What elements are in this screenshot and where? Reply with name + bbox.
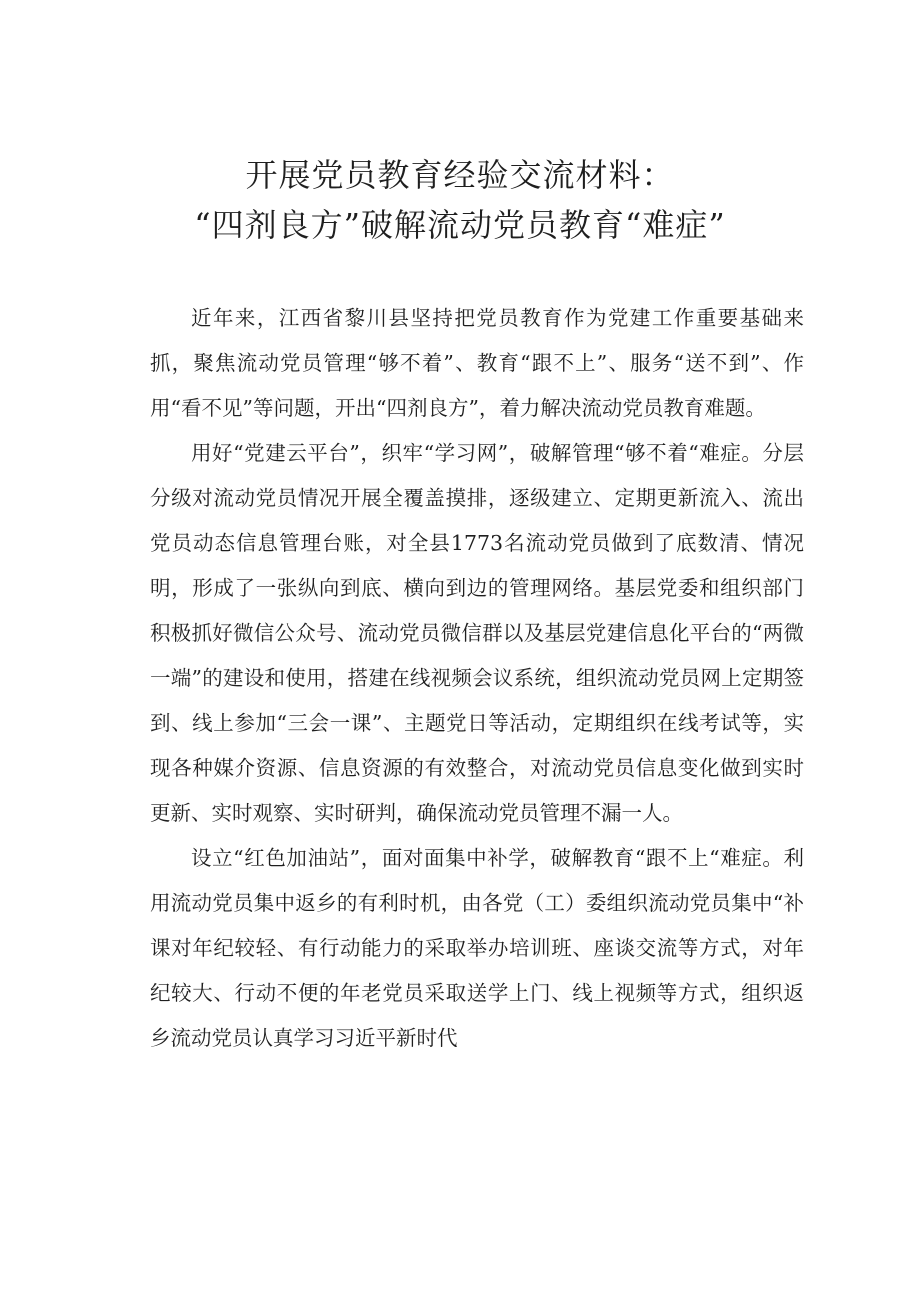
document-title <box>0 150 920 250</box>
paragraph-cloud-platform: 用好“党建云平台”，织牢“学习网”，破解管理“够不着“难症。分层分级对流动党员情况开展全覆盖摸排，逐级建立、定期更新流入、流出党员动态信息管理台账，对全县1773名流动党员做到了底数清、情况明，形成了一张纵向到底、横向到边的管理网络。基层党委和组织部门积极抓好微信公众号、流动党员微信群以及基层党建信息化平台的“两微一端”的建设和使用，搭建在线视频会议系统，组织流动党员网上定期签到、线上参加“三会一课”、主题党日等活动，定期组织在线考试等，实现各种媒介资源、信息资源的有效整合，对流动党员信息变化做到实时更新、实时观察、实时研判，确保流动党员管理不漏一人。 <box>150 441 804 825</box>
paragraph-red-station: 设立“红色加油站”，面对面集中补学，破解教育“跟不上“难症。利用流动党员集中返乡的有利时机，由各党（工）委组织流动党员集中“补课对年纪较轻、有行动能力的采取举办培训班、座谈交流等方式，对年纪较大、行动不便的年老党员采取送学上门、线上视频等方式，组织返乡流动党员认真学习习近平新时代 <box>150 846 804 1050</box>
document-body <box>150 296 804 1061</box>
paragraph-intro: 近年来，江西省黎川县坚持把党员教育作为党建工作重要基础来抓，聚焦流动党员管理“够不着”、教育“跟不上”、服务“送不到”、作用“看不见”等问题，开出“四剂良方”，着力解决流动党员教育难题。 <box>150 306 804 420</box>
title-line-2: “四剂良方”破解流动党员教育“难症” <box>194 206 726 244</box>
title-line-1: 开展党员教育经验交流材料： <box>245 156 675 194</box>
